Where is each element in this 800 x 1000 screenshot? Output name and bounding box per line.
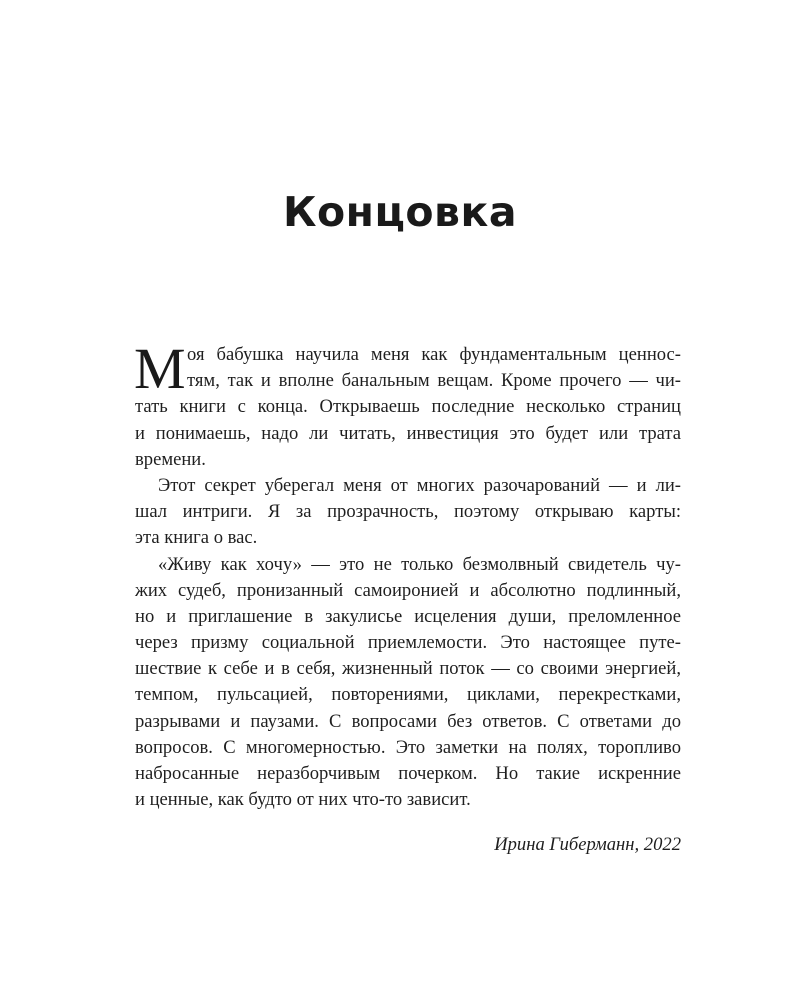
text-line: «Живу как хочу» — это не только безмолвный свидетель чу- bbox=[158, 553, 681, 575]
text-line: вопросов. С многомерностью. Это заметки на полях, торопливо bbox=[135, 736, 681, 758]
text-line: жих судеб, пронизанный самоиронией и абсолютно подлинный, bbox=[135, 579, 681, 601]
text-line: набросанные неразборчивым почерком. Но такие искренние bbox=[135, 763, 681, 784]
text-line: тям, так и вполне банальным вещам. Кроме прочего — чи- bbox=[187, 370, 681, 392]
text-line: и ценные, как будто от них что-то зависит. bbox=[135, 789, 471, 811]
text-line: тать книги с конца. Открываешь последние несколько страниц bbox=[135, 396, 681, 418]
chapter-title: Концовка bbox=[282, 188, 517, 236]
text-line: темпом, пульсацией, повторениями, циклами, перекрестками, bbox=[135, 684, 681, 706]
text-line: но и приглашение в закулисье исцеления души, преломленное bbox=[135, 605, 681, 627]
text-line: и понимаешь, надо ли читать, инвестиция это будет или трата bbox=[135, 422, 681, 444]
chapter-text bbox=[134, 336, 681, 813]
text-line: эта книга о вас. bbox=[135, 527, 258, 549]
author-signature: Ирина Гиберманн, 2022 bbox=[494, 834, 681, 855]
text-line: разрывами и паузами. С вопросами без ответов. С ответами до bbox=[135, 710, 681, 732]
text-line: шал интриги. Я за прозрачность, поэтому открываю карты: bbox=[135, 501, 681, 523]
text-line: через призму социальной приемлемости. Это настоящее путе- bbox=[135, 632, 681, 654]
text-line: времени. bbox=[135, 448, 206, 470]
text-line: Этот секрет уберегал меня от многих разочарований — и ли- bbox=[158, 474, 681, 496]
text-line: оя бабушка научила меня как фундаментальным ценнос- bbox=[187, 344, 681, 365]
drop-cap-letter: М bbox=[134, 336, 186, 401]
text-line: шествие к себе и в себя, жизненный поток — со своими энергией, bbox=[135, 658, 681, 680]
